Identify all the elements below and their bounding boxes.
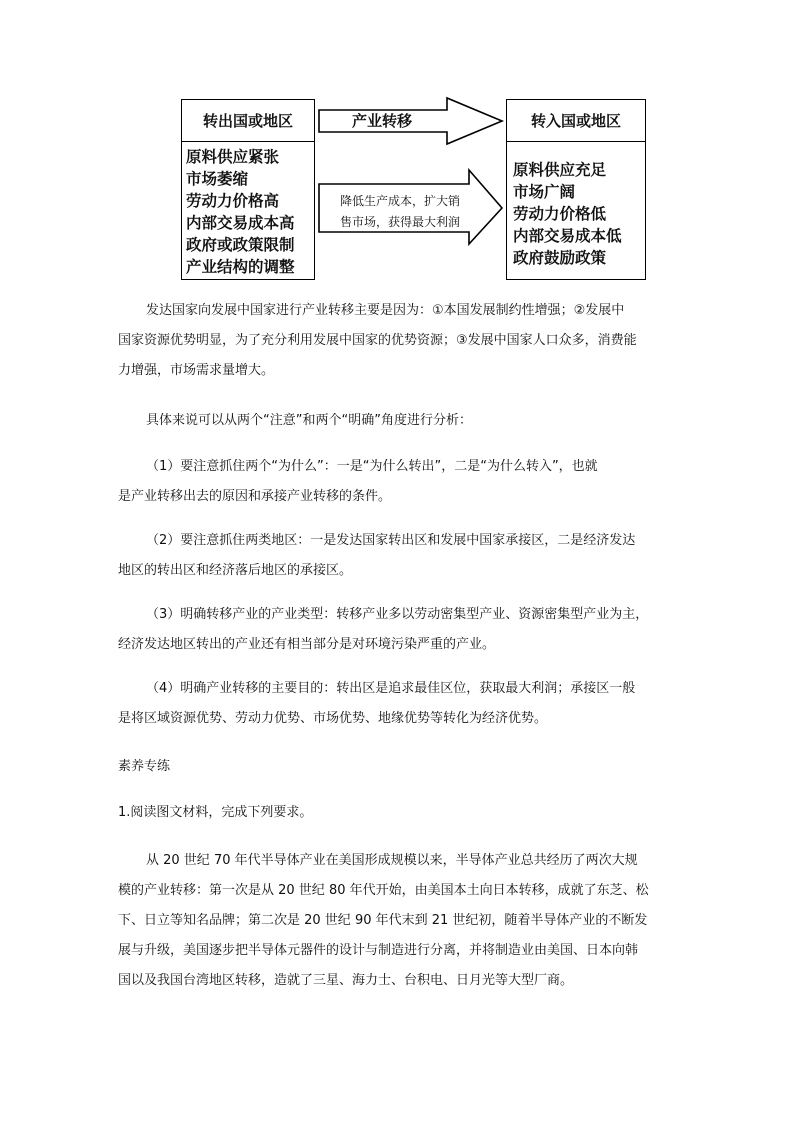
top-arrow-label: 产业转移 — [352, 112, 413, 130]
source-region-box — [181, 99, 315, 280]
text-line: 展与升级，美国逐步把半导体元器件的设计与制造进行分离，并将制造业由美国、日本向韩 — [118, 943, 639, 958]
destination-factor: 原料供应充足 — [513, 160, 607, 179]
text-line: 经济发达地区转出的产业还有相当部分是对环境污染严重的产业。 — [118, 637, 496, 652]
paragraph-point-1 — [118, 452, 678, 512]
paragraph-semiconductor-material — [118, 846, 678, 996]
text-line: 是产业转移出去的原因和承接产业转移的条件。 — [118, 489, 392, 504]
paragraph-reasons — [118, 296, 678, 386]
text-line: 地区的转出区和经济落后地区的承接区。 — [118, 563, 353, 578]
bottom-arrow-line: 售市场，获得最大利润 — [340, 215, 461, 229]
text-line: 1.阅读图文材料，完成下列要求。 — [118, 805, 313, 820]
text-line: 从 20 世纪 70 年代半导体产业在美国形成规模以来，半导体产业总共经历了两次大规 — [146, 853, 638, 868]
bottom-arrow-line: 降低生产成本，扩大销 — [340, 194, 461, 208]
text-line: （3）明确转移产业的产业类型：转移产业多以劳动密集型产业、资源密集型产业为主， — [146, 607, 649, 622]
source-factor: 市场萎缩 — [186, 169, 249, 188]
source-factor: 政府或政策限制 — [186, 235, 295, 254]
text-line: 素养专练 — [118, 759, 171, 774]
paragraph-point-3 — [118, 600, 678, 660]
text-line: 力增强，市场需求量增大。 — [118, 363, 275, 378]
text-line: （1）要注意抓住两个“为什么”：一是“为什么转出”，二是“为什么转入”，也就 — [146, 459, 598, 474]
text-line: 下、日立等知名品牌；第二次是 20 世纪 90 年代末到 21 世纪初，随着半导体产业的不断发 — [118, 913, 648, 928]
source-factor: 产业结构的调整 — [186, 257, 295, 276]
text-line: 发达国家向发展中国家进行产业转移主要是因为：①本国发展制约性增强；②发展中 — [146, 303, 625, 318]
bottom-arrow-label — [340, 191, 460, 233]
text-line: 国以及我国台湾地区转移，造就了三星、海力士、台积电、日月光等大型厂商。 — [118, 973, 574, 988]
source-region-title: 转出国或地区 — [182, 100, 314, 142]
destination-factor: 市场广阔 — [513, 182, 576, 201]
text-line: 是将区域资源优势、劳动力优势、市场优势、地缘优势等转化为经济优势。 — [118, 711, 548, 726]
question-prompt — [118, 798, 678, 828]
destination-factor: 内部交易成本低 — [513, 226, 622, 245]
text-line: 模的产业转移：第一次是从 20 世纪 80 年代开始，由美国本土向日本转移，成就了东芝、松 — [118, 883, 649, 898]
paragraph-analysis-intro — [118, 406, 678, 436]
text-line: （4）明确产业转移的主要目的：转出区是追求最佳区位，获取最大利润；承接区一般 — [146, 681, 636, 696]
source-factor: 劳动力价格高 — [186, 191, 280, 210]
text-line: 具体来说可以从两个“注意”和两个“明确”角度进行分析： — [146, 413, 472, 428]
paragraph-point-2 — [118, 526, 678, 586]
section-title — [118, 752, 678, 782]
text-line: 国家资源优势明显，为了充分利用发展中国家的优势资源；③发展中国家人口众多，消费能 — [118, 333, 637, 348]
source-region-factors — [182, 142, 314, 278]
text-line: （2）要注意抓住两类地区：一是发达国家转出区和发展中国家承接区，二是经济发达 — [146, 533, 636, 548]
source-factor: 原料供应紧张 — [186, 147, 280, 166]
source-factor: 内部交易成本高 — [186, 213, 295, 232]
destination-region-title: 转入国或地区 — [507, 100, 645, 142]
destination-factor: 劳动力价格低 — [513, 204, 607, 223]
industry-transfer-diagram — [0, 0, 794, 290]
destination-factor: 政府鼓励政策 — [513, 248, 607, 267]
destination-region-factors — [507, 142, 645, 269]
destination-region-box — [506, 99, 646, 280]
paragraph-point-4 — [118, 674, 678, 734]
